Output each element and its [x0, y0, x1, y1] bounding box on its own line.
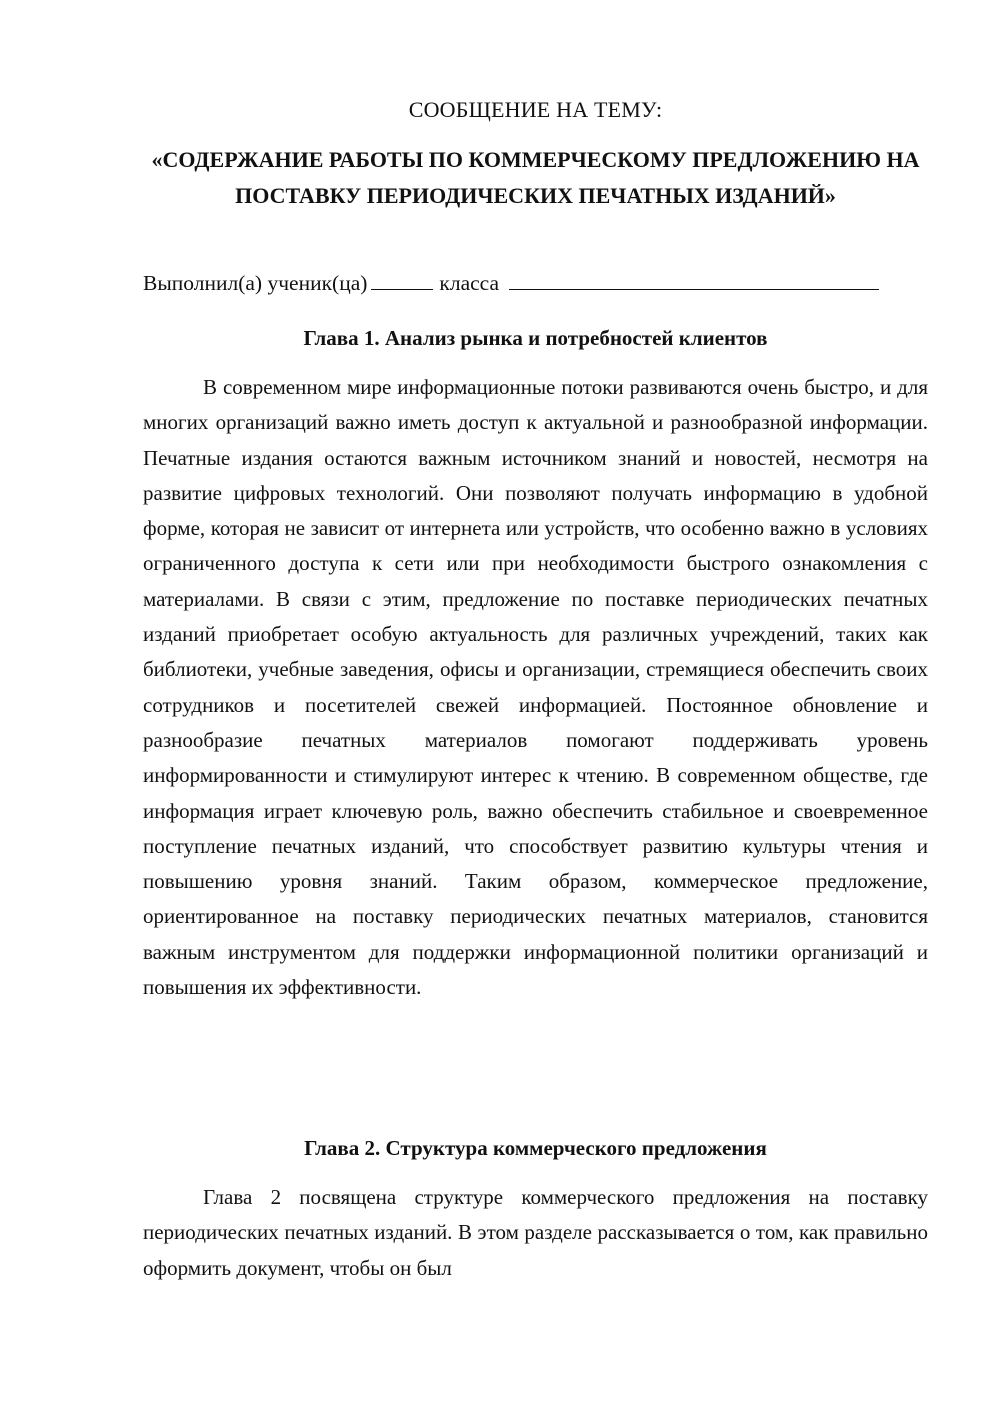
topic-label: СООБЩЕНИЕ НА ТЕМУ:: [408, 97, 663, 122]
author-prefix: Выполнил(а) ученик(ца): [143, 271, 368, 295]
class-blank: [371, 269, 433, 290]
document-title: «СОДЕРЖАНИЕ РАБОТЫ ПО КОММЕРЧЕСКОМУ ПРЕДЛОЖЕНИЮ НА ПОСТАВКУ ПЕРИОДИЧЕСКИХ ПЕЧАТНЫХ ИЗДАНИЙ»: [151, 147, 920, 208]
chapter1-paragraph: В современном мире информационные потоки развиваются очень быстро, и для многих организаций важно иметь доступ к актуальной и разнообразной информации. Печатные издания остаются важным источником знаний и новостей, несмотря на развитие цифровых технологий. Они позволяют получать информацию в удобной форме, которая не зависит от интернета или устройств, что особенно важно в условиях ограниченного доступа к сети или при необходимости быстрого ознакомления с материалами. В связи с этим, предложение по поставке периодических печатных изданий приобретает особую актуальность для различных учреждений, таких как библиотеки, учебные заведения, офисы и организации, стремящиеся обеспечить своих сотрудников и посетителей свежей информацией. Постоянное обновление и разнообразие печатных материалов помогают поддерживать уровень информированности и стимулируют интерес к чтению. В современном обществе, где информация играет ключевую роль, важно обеспечить стабильное и своевременное поступление печатных изданий, что способствует развитию культуры чтения и повышению уровня знаний. Таким образом, коммерческое предложение, ориентированное на поставку периодических печатных материалов, становится важным инструментом для поддержки информационной политики организаций и повышения их эффективности.: [143, 375, 928, 1000]
author-line: [143, 268, 928, 298]
name-blank: [509, 269, 879, 290]
chapter2-paragraph: Глава 2 посвящена структуре коммерческого предложения на поставку периодических печатных изданий. В этом разделе рассказывается о том, как правильно оформить документ, чтобы он был: [143, 1185, 928, 1280]
author-class-label: класса: [439, 271, 500, 295]
chapter2-heading: Глава 2. Структура коммерческого предложения: [304, 1136, 767, 1160]
chapter1-heading: Глава 1. Анализ рынка и потребностей клиентов: [303, 326, 768, 350]
